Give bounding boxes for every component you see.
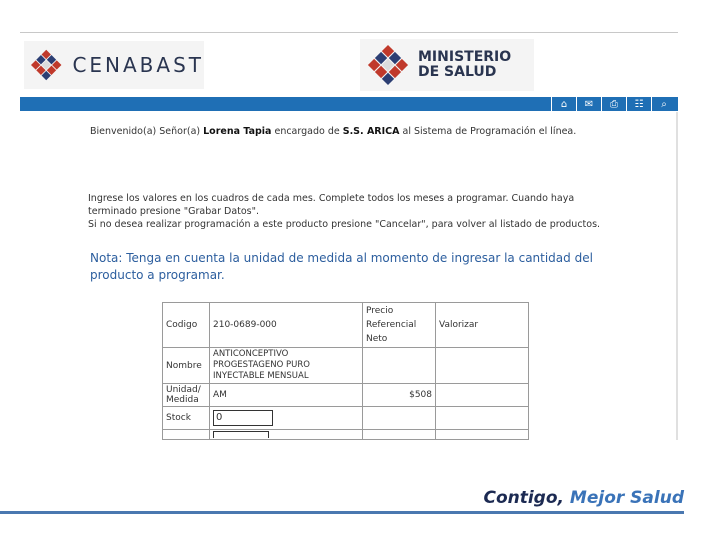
table-row: [163, 303, 529, 348]
nota-message: Nota: Tenga en cuenta la unidad de medida al momento de ingresar la cantidad del producto a programar.: [90, 251, 593, 282]
minsal-logo-text: [418, 50, 511, 80]
next-input-cell: [210, 430, 363, 440]
empty-cell: [436, 384, 529, 407]
home-icon[interactable]: ⌂: [551, 97, 576, 111]
minsal-logo-line2: DE SALUD: [418, 64, 497, 80]
empty-cell: [436, 348, 529, 384]
print-icon[interactable]: ⎙: [601, 97, 626, 111]
slogan-part-1: Contigo,: [483, 488, 564, 508]
product-table: [162, 302, 529, 440]
cenabast-logo-text: CENABAST: [72, 53, 204, 77]
table-row: [163, 430, 529, 440]
codigo-label: Codigo: [163, 303, 210, 348]
minsal-logo[interactable]: [360, 39, 534, 91]
table-row: [163, 407, 529, 430]
minsal-flag-icon: [364, 41, 412, 89]
slogan: [483, 488, 684, 508]
minsal-logo-line1: MINISTERIO: [418, 49, 512, 65]
unidad-label: Unidad/ Medida: [163, 384, 210, 407]
slide-cutoff: [20, 440, 678, 442]
user-org: S.S. ARICA: [342, 126, 400, 137]
footer-line: [0, 511, 684, 514]
nombre-value: ANTICONCEPTIVO PROGESTAGENO PURO INYECTABLE MENSUAL: [210, 348, 363, 384]
codigo-value: 210-0689-000: [210, 303, 363, 348]
instruction-line-1: Ingrese los valores en los cuadros de cada mes. Complete todos los meses a programar. Cuando haya: [88, 193, 575, 204]
empty-cell: [163, 430, 210, 440]
empty-cell: [363, 348, 436, 384]
table-row: [163, 384, 529, 407]
site-header: [20, 33, 678, 97]
nav-bar: [20, 97, 678, 111]
welcome-message: [90, 126, 576, 137]
empty-cell: [363, 407, 436, 430]
empty-cell: [436, 430, 529, 440]
scrollbar[interactable]: [676, 112, 678, 442]
cenabast-flag-icon: [28, 43, 64, 87]
empty-cell: [436, 407, 529, 430]
sitemap-icon[interactable]: ☷: [626, 97, 651, 111]
table-row: [163, 348, 529, 384]
stock-cell: [210, 407, 363, 430]
stock-label: Stock: [163, 407, 210, 430]
mail-icon[interactable]: ✉: [576, 97, 601, 111]
empty-cell: [363, 430, 436, 440]
precio-value: $508: [363, 384, 436, 407]
welcome-prefix: Bienvenido(a) Señor(a): [90, 126, 204, 137]
instruction-line-3: Si no desea realizar programación a este producto presione "Cancelar", para volver al listado de productos.: [88, 219, 601, 230]
month-input[interactable]: [213, 431, 269, 438]
nav-icons: [551, 97, 676, 111]
welcome-middle: encargado de: [271, 126, 343, 137]
slogan-part-2: Mejor Salud: [569, 488, 684, 508]
user-name: Lorena Tapia: [203, 126, 272, 137]
instructions: [88, 192, 600, 231]
stock-input[interactable]: 0: [213, 410, 273, 426]
valorizar-label: Valorizar: [436, 303, 529, 348]
search-icon[interactable]: ⌕: [651, 97, 676, 111]
instruction-line-2: terminado presione "Grabar Datos".: [88, 206, 260, 217]
nombre-label: Nombre: [163, 348, 210, 384]
welcome-suffix: al Sistema de Programación el línea.: [399, 126, 577, 137]
unidad-value: AM: [210, 384, 363, 407]
cenabast-logo[interactable]: [24, 41, 204, 89]
precio-label: Precio Referencial Neto: [363, 303, 436, 348]
